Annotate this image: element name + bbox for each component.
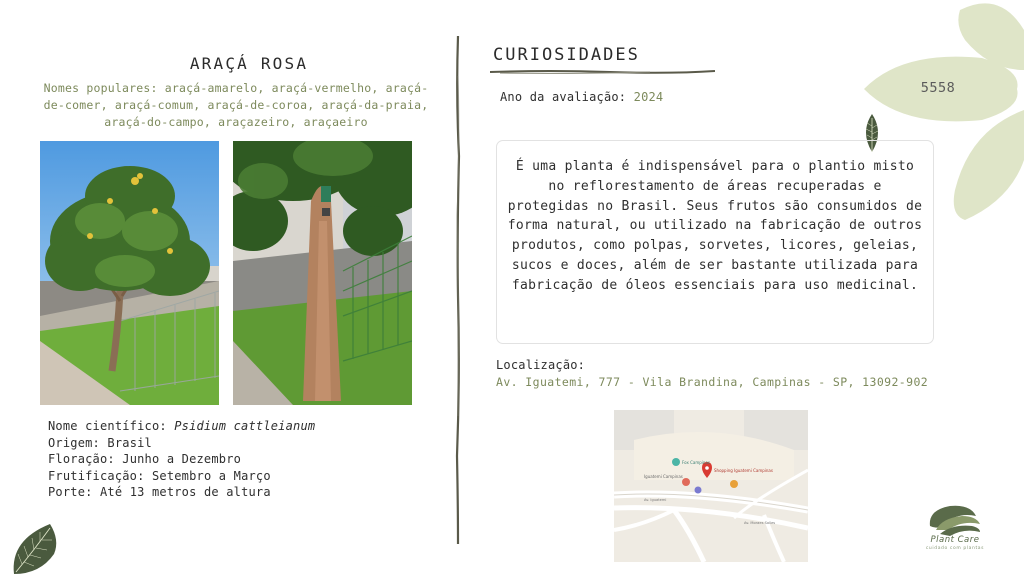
fact-scientific-name	[48, 418, 315, 435]
title-underline	[490, 68, 715, 76]
fact-value: Até 13 metros de altura	[100, 485, 271, 499]
location-address[interactable]: Av. Iguatemi, 777 - Vila Brandina, Campinas - SP, 13092-902	[496, 375, 929, 389]
fact-label: Origem:	[48, 435, 100, 450]
fact-label: Floração:	[48, 452, 115, 466]
curiosities-title: CURIOSIDADES	[493, 45, 640, 65]
fact-label: Frutificação:	[48, 468, 145, 483]
map-label-fox: Fox Campinas	[682, 460, 710, 465]
corner-leaf-icon	[10, 520, 60, 576]
fact-flowering	[48, 451, 315, 468]
fact-value: Junho a Dezembro	[122, 452, 242, 466]
plant-photo-full-tree	[40, 141, 219, 405]
plant-name: ARAÇÁ ROSA	[189, 54, 309, 73]
fact-value: Psidium cattleianum	[174, 419, 316, 433]
location-label: Localização:	[496, 358, 586, 372]
map-label-shopping: Shopping Iguatemi Campinas	[714, 468, 773, 473]
popular-names	[34, 80, 438, 131]
year-label: Ano da avaliação:	[500, 90, 627, 104]
location-map[interactable]	[614, 410, 808, 562]
fact-value: Setembro a Março	[151, 468, 271, 483]
fact-label: Porte:	[48, 485, 93, 499]
fact-value: Brasil	[107, 435, 152, 450]
fact-origin	[48, 435, 315, 452]
popular-names-label: Nomes populares:	[43, 81, 158, 95]
plant-photo-trunk	[233, 141, 412, 405]
map-street-moraes: Av. Moraes Salles	[744, 521, 776, 525]
map-label-iguatemi: Iguatemi Campinas	[644, 474, 683, 479]
popular-names-value: araçá-amarelo, araçá-vermelho, araçá-de-comer, araçá-comum, araçá-de-coroa, araçá-da-praia, araçá-do-campo, araçazeiro, araçaeiro	[43, 81, 429, 129]
brand-tagline: cuidado com plantas	[925, 546, 985, 551]
column-divider	[452, 36, 464, 544]
curiosity-description: É uma planta é indispensável para o plantio misto no reflorestamento de áreas recuperadas e protegidas no Brasil. Seus frutos são consumidos de forma natural, ou utilizado na fabricação de outros produtos, como polpas, sorvetes, licores, geleias, sucos e doces, além de ser bastante utilizada para fabricação de óleos essenciais para uso medicinal.	[496, 140, 934, 344]
fact-label: Nome científico:	[48, 419, 167, 433]
plant-code: 5558	[920, 80, 956, 96]
fact-size	[48, 484, 315, 501]
evaluation-year	[500, 90, 663, 104]
plant-facts	[48, 418, 315, 501]
year-value: 2024	[633, 90, 664, 104]
fact-fruiting	[48, 468, 315, 485]
map-street-iguatemi: Av. Iguatemi	[644, 498, 667, 502]
brand-name: Plant Care	[930, 535, 980, 545]
